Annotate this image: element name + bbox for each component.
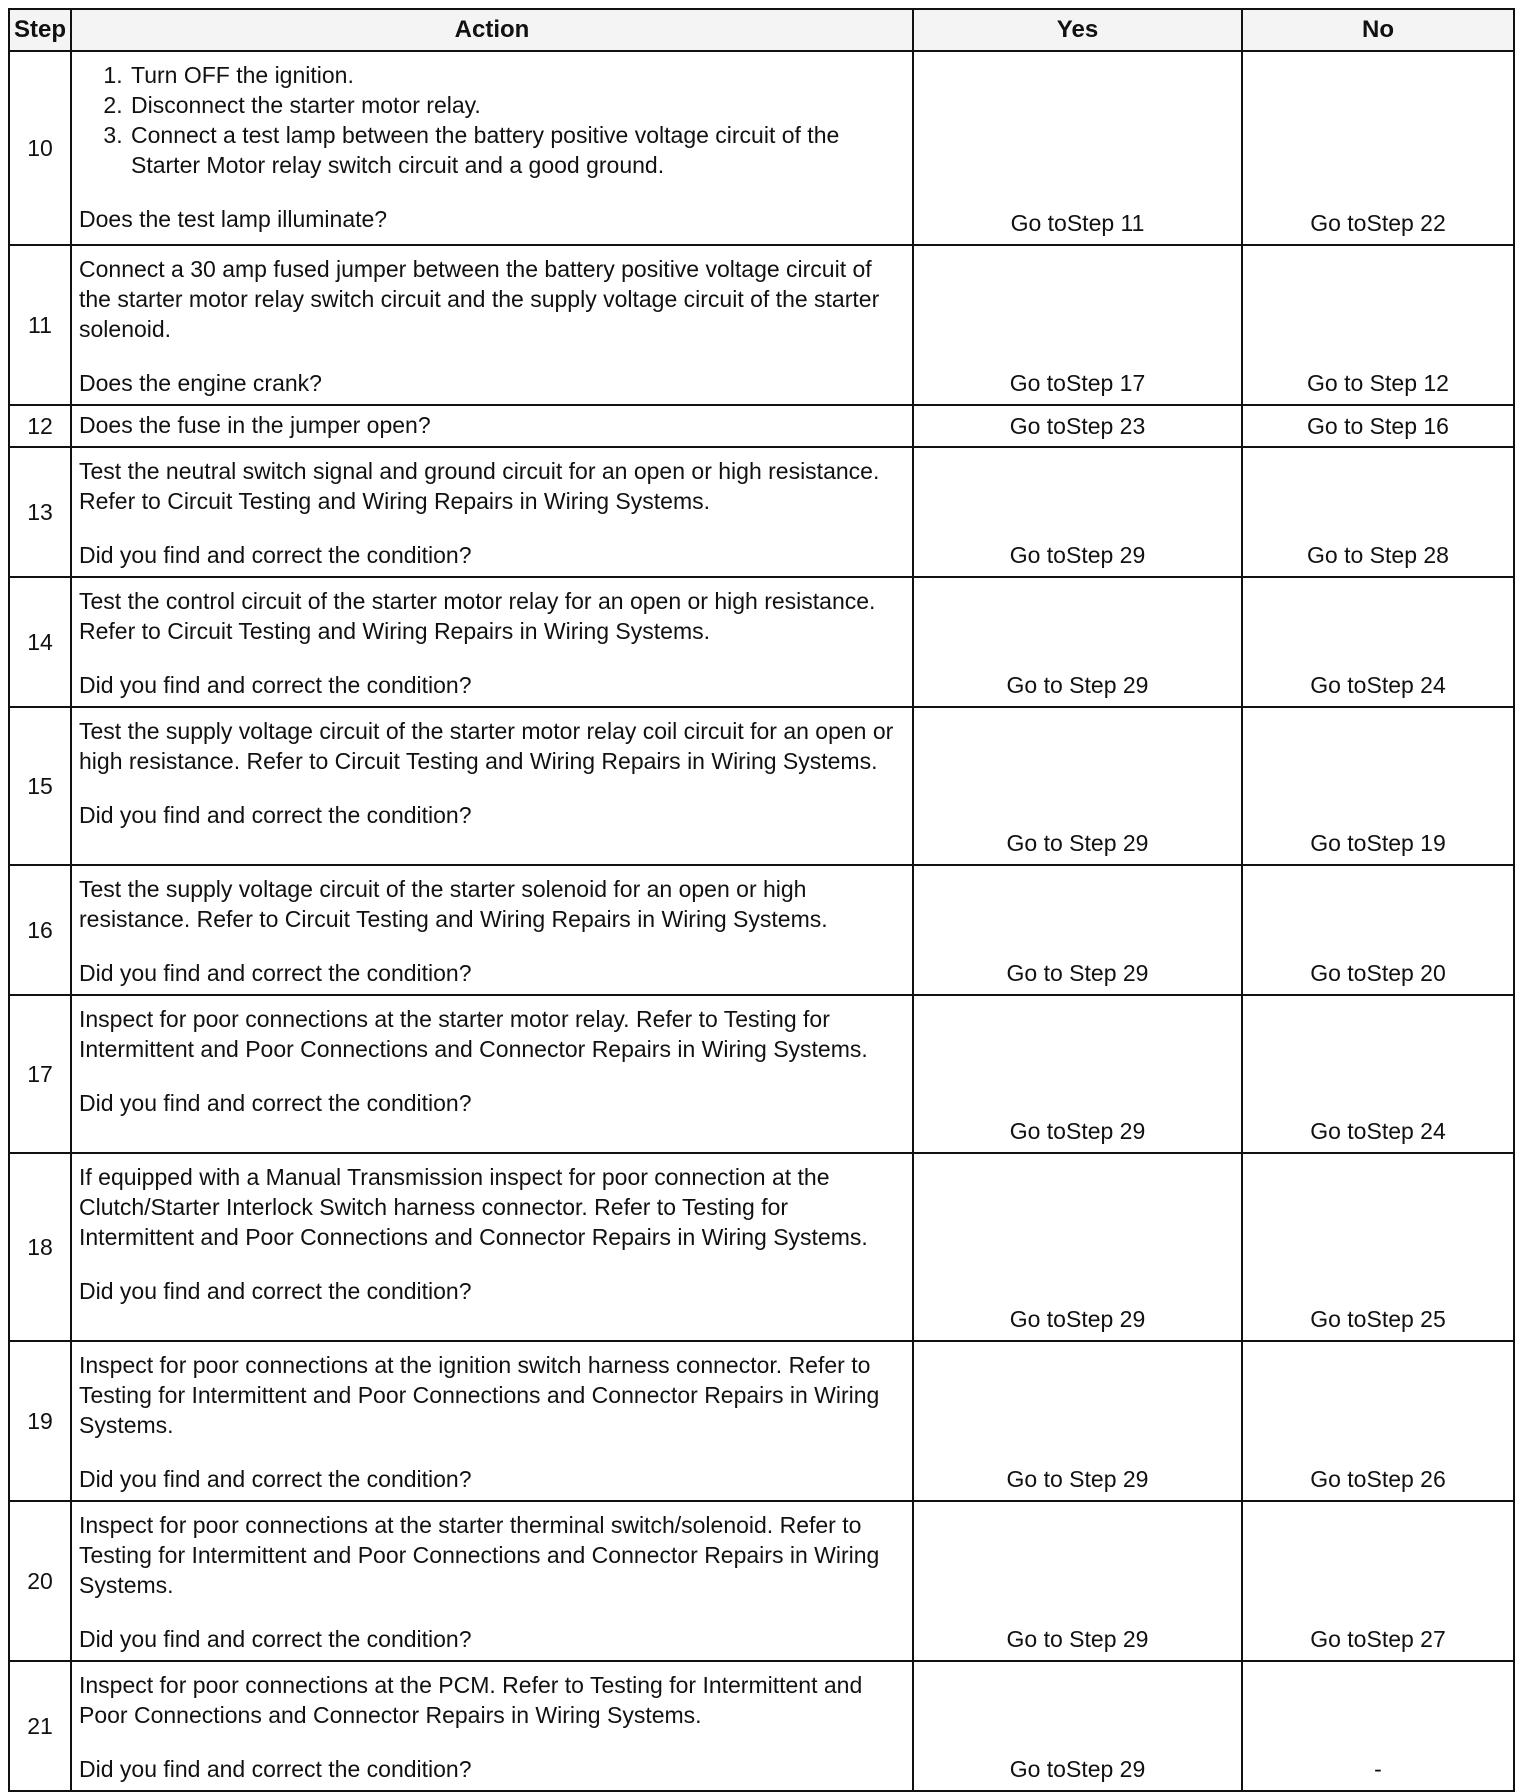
yes-result: Go to Step 29 (913, 1341, 1242, 1501)
step-number: 18 (9, 1153, 71, 1341)
step-number: 21 (9, 1661, 71, 1791)
action-cell (71, 707, 913, 865)
action-question: Did you find and correct the condition? (79, 1090, 472, 1116)
table-row (9, 577, 1514, 707)
yes-result: Go to Step 29 (913, 865, 1242, 995)
header-action: Action (71, 9, 913, 51)
step-number: 13 (9, 447, 71, 577)
action-text: Inspect for poor connections at the ignition switch harness connector. Refer to Testing for Intermittent and Poor Connections and Connector Repairs in Wiring Systems. (79, 1352, 880, 1438)
step-number: 14 (9, 577, 71, 707)
table-row (9, 1153, 1514, 1341)
list-item: 1. Turn OFF the ignition. (129, 60, 904, 90)
list-item: 3. Connect a test lamp between the battery positive voltage circuit of the Starter Motor relay switch circuit and a good ground. (129, 120, 904, 180)
action-cell (71, 51, 913, 245)
action-question: Did you find and correct the condition? (79, 1626, 472, 1652)
action-steps-list (79, 60, 904, 180)
step-number: 20 (9, 1501, 71, 1661)
action-cell (71, 865, 913, 995)
no-result: Go toStep 24 (1242, 995, 1514, 1153)
yes-result: Go toStep 29 (913, 1661, 1242, 1791)
step-number: 15 (9, 707, 71, 865)
action-text: Test the supply voltage circuit of the starter motor relay coil circuit for an open or high resistance. Refer to Circuit Testing and Wiring Repairs in Wiring Systems. (79, 718, 894, 774)
action-cell (71, 1341, 913, 1501)
action-cell (71, 447, 913, 577)
action-text: Inspect for poor connections at the starter motor relay. Refer to Testing for Intermittent and Poor Connections and Connector Repairs in Wiring Systems. (79, 1006, 868, 1062)
action-cell (71, 1153, 913, 1341)
action-text: Inspect for poor connections at the PCM. Refer to Testing for Intermittent and Poor Connections and Connector Repairs in Wiring Systems. (79, 1672, 863, 1728)
list-item: 2. Disconnect the starter motor relay. (129, 90, 904, 120)
action-cell (71, 1501, 913, 1661)
no-result: Go toStep 27 (1242, 1501, 1514, 1661)
yes-result: Go to Step 29 (913, 1501, 1242, 1661)
action-question: Did you find and correct the condition? (79, 960, 472, 986)
table-row (9, 1501, 1514, 1661)
no-result: Go toStep 24 (1242, 577, 1514, 707)
action-question: Does the engine crank? (79, 370, 322, 396)
action-cell (71, 405, 913, 447)
action-question: Did you find and correct the condition? (79, 1278, 472, 1304)
no-result: Go to Step 28 (1242, 447, 1514, 577)
no-result: Go to Step 16 (1242, 405, 1514, 447)
action-text: Inspect for poor connections at the starter therminal switch/solenoid. Refer to Testing for Intermittent and Poor Connections and Connector Repairs in Wiring Systems. (79, 1512, 880, 1598)
table-row (9, 405, 1514, 447)
yes-result: Go toStep 29 (913, 1153, 1242, 1341)
yes-result: Go toStep 11 (913, 51, 1242, 245)
table-row (9, 245, 1514, 405)
action-text: Connect a 30 amp fused jumper between the battery positive voltage circuit of the starter motor relay switch circuit and the supply voltage circuit of the starter solenoid. (79, 256, 880, 342)
step-number: 16 (9, 865, 71, 995)
action-question: Did you find and correct the condition? (79, 802, 472, 828)
step-number: 12 (9, 405, 71, 447)
action-cell (71, 1661, 913, 1791)
table-row (9, 447, 1514, 577)
action-question: Did you find and correct the condition? (79, 672, 472, 698)
table-row (9, 51, 1514, 245)
no-result: Go toStep 26 (1242, 1341, 1514, 1501)
step-number: 10 (9, 51, 71, 245)
step-number: 11 (9, 245, 71, 405)
action-cell (71, 245, 913, 405)
table-row (9, 1341, 1514, 1501)
table-row (9, 865, 1514, 995)
yes-result: Go to Step 29 (913, 707, 1242, 865)
action-question: Does the test lamp illuminate? (79, 206, 388, 232)
yes-result: Go to Step 29 (913, 577, 1242, 707)
no-result: - (1242, 1661, 1514, 1791)
header-yes: Yes (913, 9, 1242, 51)
header-step: Step (9, 9, 71, 51)
no-result: Go toStep 25 (1242, 1153, 1514, 1341)
action-text: Test the control circuit of the starter motor relay for an open or high resistance. Refer to Circuit Testing and Wiring Repairs in Wiring Systems. (79, 588, 876, 644)
header-no: No (1242, 9, 1514, 51)
table-row (9, 1661, 1514, 1791)
no-result: Go toStep 20 (1242, 865, 1514, 995)
action-cell (71, 995, 913, 1153)
action-text: Test the supply voltage circuit of the starter solenoid for an open or high resistance. Refer to Circuit Testing and Wiring Repairs in Wiring Systems. (79, 876, 828, 932)
yes-result: Go toStep 29 (913, 447, 1242, 577)
yes-result: Go toStep 17 (913, 245, 1242, 405)
no-result: Go toStep 22 (1242, 51, 1514, 245)
header-row (9, 9, 1514, 51)
no-result: Go toStep 19 (1242, 707, 1514, 865)
table-row (9, 995, 1514, 1153)
yes-result: Go toStep 23 (913, 405, 1242, 447)
action-text: Test the neutral switch signal and ground circuit for an open or high resistance. Refer to Circuit Testing and Wiring Repairs in Wiring Systems. (79, 458, 880, 514)
diagnostic-table (8, 8, 1515, 1792)
action-question: Did you find and correct the condition? (79, 1756, 472, 1782)
action-text: If equipped with a Manual Transmission inspect for poor connection at the Clutch/Starter Interlock Switch harness connector. Refer to Testing for Intermittent and Poor Connections and Connector Repairs in Wiring Systems. (79, 1164, 868, 1250)
action-question: Did you find and correct the condition? (79, 542, 472, 568)
action-question: Did you find and correct the condition? (79, 1466, 472, 1492)
action-question: Does the fuse in the jumper open? (79, 412, 431, 438)
step-number: 19 (9, 1341, 71, 1501)
no-result: Go to Step 12 (1242, 245, 1514, 405)
table-row (9, 707, 1514, 865)
action-cell (71, 577, 913, 707)
step-number: 17 (9, 995, 71, 1153)
yes-result: Go toStep 29 (913, 995, 1242, 1153)
